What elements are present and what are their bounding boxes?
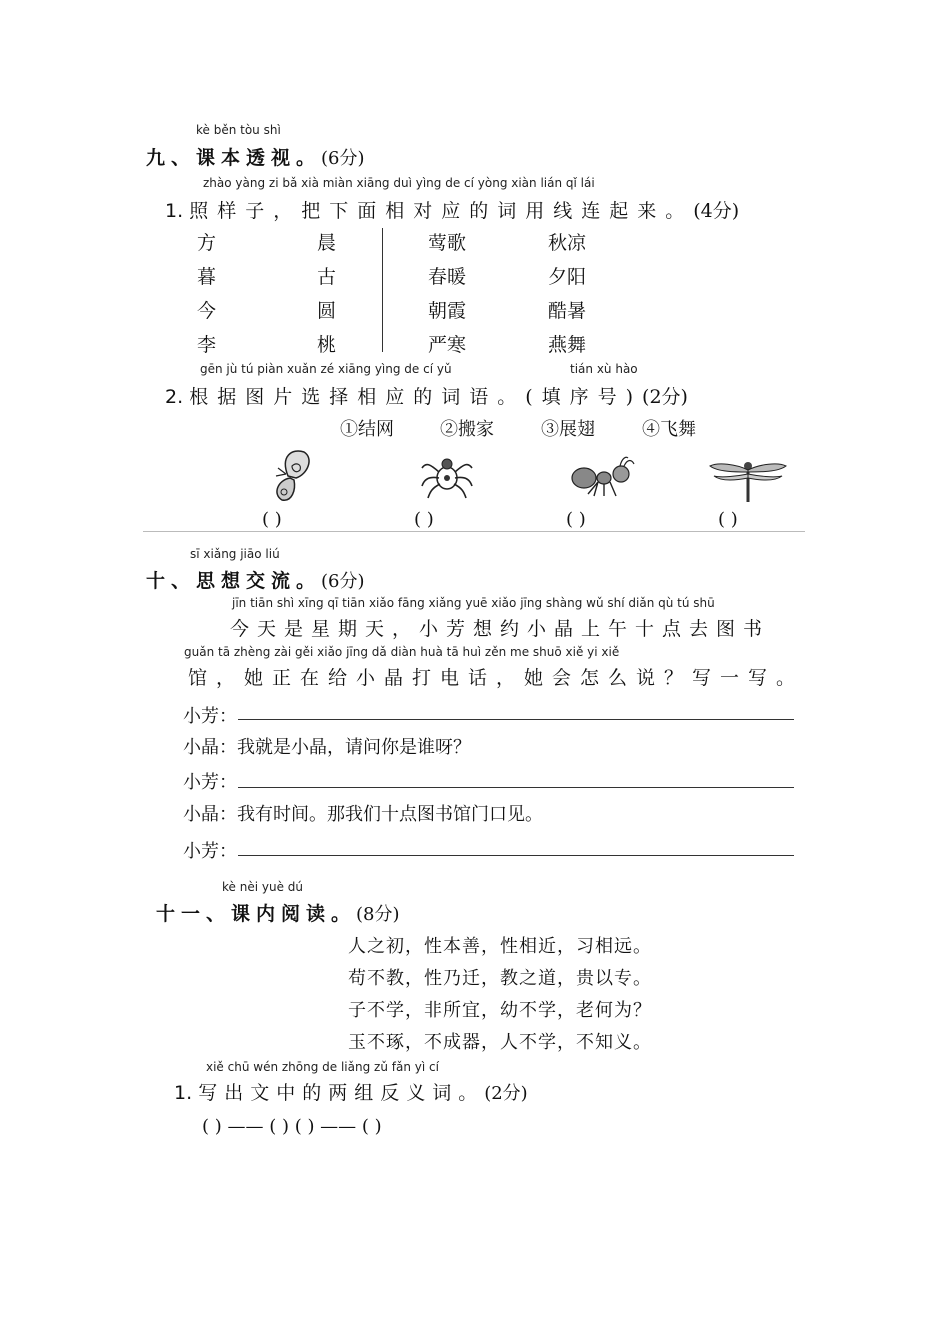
section-title-text: 十一、课内阅读。 bbox=[156, 903, 357, 925]
q-score: (4分) bbox=[693, 200, 740, 222]
speaker: 小晶： bbox=[183, 804, 237, 825]
q2-pinyin: gēn jù tú piàn xuǎn zé xiāng yìng de cí yǔ bbox=[200, 362, 452, 376]
dialog-speaker-2 bbox=[183, 733, 471, 759]
p1-pinyin: jīn tiān shì xīng qī tiān xiǎo fāng xiǎng yuē xiǎo jīng shàng wǔ shí diǎn qù tú shū bbox=[232, 596, 715, 610]
answer-blank-4[interactable]: ( ) bbox=[718, 509, 738, 530]
dialog-text: 我有时间。那我们十点图书馆门口见。 bbox=[237, 804, 543, 825]
section-title-text: 九、课本透视。 bbox=[146, 147, 322, 169]
butterfly-icon bbox=[262, 446, 322, 506]
s11-q1-prompt bbox=[174, 1078, 528, 1105]
option-4: ④飞舞 bbox=[642, 419, 696, 440]
q-score: (2分) bbox=[484, 1083, 528, 1104]
answer-blank-2[interactable]: ( ) bbox=[414, 509, 434, 530]
section-score: (6分) bbox=[321, 571, 365, 592]
paragraph-line-1: 今天是星期天，小芳想约小晶上午十点去图书 bbox=[230, 618, 771, 640]
q1-pinyin: zhào yàng zi bǎ xià miàn xiāng duì yìng de cí yòng xiàn lián qǐ lái bbox=[203, 176, 595, 190]
dialog-speaker-4 bbox=[183, 800, 543, 826]
q2-pinyin-2: tián xù hào bbox=[570, 362, 638, 376]
q2-prompt bbox=[165, 382, 688, 409]
dialog-speaker-3: 小芳： bbox=[183, 772, 237, 793]
option-1: ①结网 bbox=[340, 419, 394, 440]
s11-pinyin: kè nèi yuè dú bbox=[222, 880, 303, 894]
pair-right-2-b: 夕阳 bbox=[548, 266, 587, 288]
option-3: ③展翅 bbox=[541, 419, 595, 440]
p2-pinyin: guǎn tā zhèng zài gěi xiǎo jīng dǎ diàn huà tā huì zěn me shuō xiě yi xiě bbox=[184, 645, 620, 659]
poem-line-4: 玉不琢，不成器，人不学，不知义。 bbox=[348, 1032, 652, 1053]
q-text: 照样子，把下面相对应的词用线连起来。 bbox=[189, 200, 694, 222]
pair-left-2-a: 暮 bbox=[197, 266, 217, 288]
pair-right-1-a: 莺歌 bbox=[428, 232, 467, 254]
section-10-title bbox=[146, 566, 365, 593]
q-text: 写出文中的两组反义词。 bbox=[198, 1082, 485, 1104]
dialog-speaker-1: 小芳： bbox=[183, 706, 237, 727]
pair-right-1-b: 秋凉 bbox=[548, 232, 587, 254]
s9-pinyin: kè běn tòu shì bbox=[196, 123, 281, 137]
section-score: (6分) bbox=[321, 148, 365, 169]
pair-left-1-a: 方 bbox=[197, 232, 217, 254]
pair-right-3-b: 酷暑 bbox=[548, 300, 587, 322]
q-num: 1. bbox=[174, 1082, 193, 1104]
pair-left-4-b: 桃 bbox=[317, 334, 337, 356]
pair-right-2-a: 春暖 bbox=[428, 266, 467, 288]
writing-line-3[interactable] bbox=[238, 855, 794, 856]
section-11-title bbox=[156, 899, 400, 926]
pair-left-3-a: 今 bbox=[197, 300, 217, 322]
s11-q1-pinyin: xiě chū wén zhōng de liǎng zǔ fǎn yì cí bbox=[206, 1060, 439, 1074]
dragonfly-icon bbox=[708, 456, 788, 504]
pair-left-1-b: 晨 bbox=[317, 232, 337, 254]
pair-right-4-b: 燕舞 bbox=[548, 334, 587, 356]
q-paren: (填序号) bbox=[525, 386, 643, 408]
option-2: ②搬家 bbox=[440, 419, 494, 440]
dialog-speaker-5: 小芳： bbox=[183, 841, 237, 862]
pair-right-3-a: 朝霞 bbox=[428, 300, 467, 322]
q1-prompt bbox=[165, 196, 739, 223]
s10-pinyin: sī xiǎng jiāo liú bbox=[190, 547, 280, 561]
speaker: 小晶： bbox=[183, 737, 237, 758]
pair-left-2-b: 古 bbox=[317, 266, 337, 288]
poem-line-2: 苟不教，性乃迁，教之道，贵以专。 bbox=[348, 968, 652, 989]
pair-left-4-a: 李 bbox=[197, 334, 217, 356]
section-score: (8分) bbox=[356, 904, 400, 925]
dialog-text: 我就是小晶，请问你是谁呀？ bbox=[237, 737, 471, 758]
pair-left-3-b: 圆 bbox=[317, 300, 337, 322]
q-num: 1. bbox=[165, 200, 184, 222]
q-text: 根据图片选择相应的词语。 bbox=[189, 386, 526, 408]
writing-line-1[interactable] bbox=[238, 719, 794, 720]
section-9-title bbox=[146, 143, 365, 170]
writing-line-2[interactable] bbox=[238, 787, 794, 788]
q-score: (2分) bbox=[642, 386, 688, 408]
spider-icon bbox=[418, 448, 476, 502]
answer-blank-1[interactable]: ( ) bbox=[262, 509, 282, 530]
answer-blank-3[interactable]: ( ) bbox=[566, 509, 586, 530]
paragraph-line-2: 馆，她正在给小晶打电话，她会怎么说？写一写。 bbox=[188, 667, 805, 689]
poem-line-3: 子不学，非所宜，幼不学，老何为？ bbox=[348, 1000, 652, 1021]
section-divider bbox=[143, 531, 805, 532]
ant-icon bbox=[568, 452, 640, 498]
q-num: 2. bbox=[165, 386, 184, 408]
antonym-blanks[interactable]: ( ) —— ( ) ( ) —— ( ) bbox=[202, 1116, 382, 1137]
poem-line-1: 人之初，性本善，性相近，习相远。 bbox=[348, 936, 652, 957]
pair-right-4-a: 严寒 bbox=[428, 334, 467, 356]
column-divider bbox=[382, 228, 383, 352]
section-title-text: 十、思想交流。 bbox=[146, 570, 322, 592]
